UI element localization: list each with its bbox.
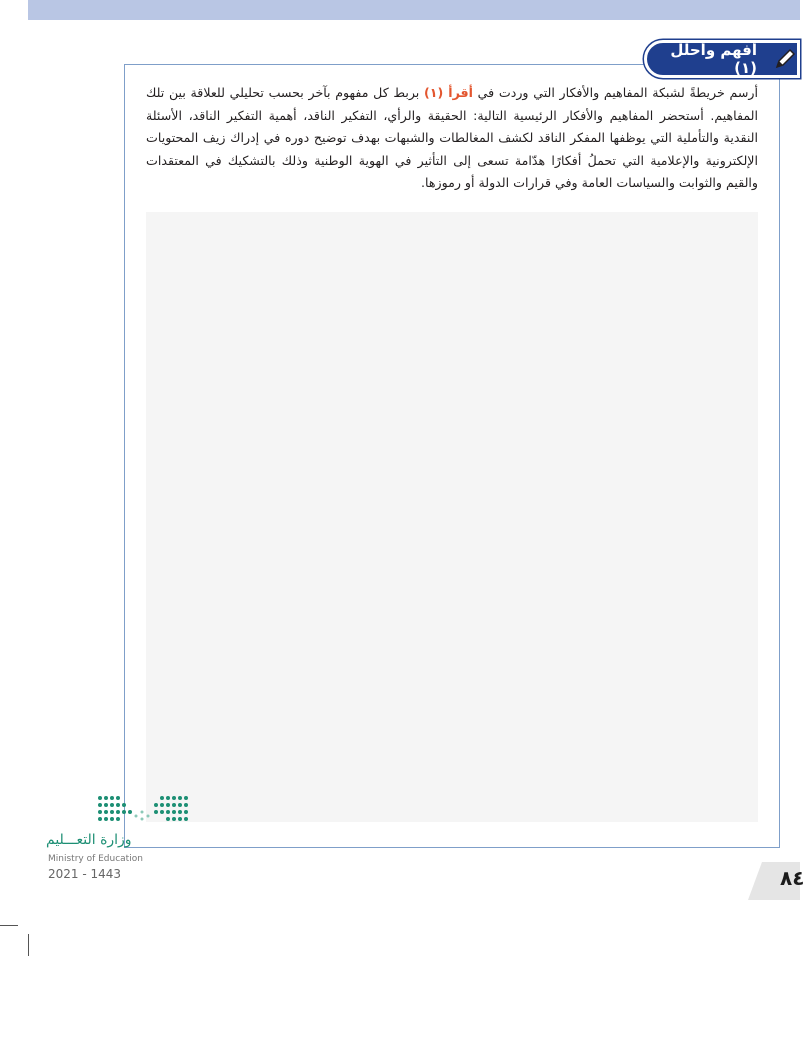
bottom-divider bbox=[0, 925, 18, 926]
ministry-logo bbox=[46, 792, 156, 892]
ministry-name-en: Ministry of Education bbox=[48, 854, 143, 864]
pencil-icon bbox=[773, 47, 797, 71]
ministry-name-ar: وزارة التعـــليم bbox=[46, 832, 132, 848]
bottom-tick bbox=[28, 934, 29, 956]
logo-dots-icon bbox=[96, 792, 196, 826]
activity-header bbox=[644, 40, 800, 78]
instruction-part2: بربط كل مفهوم بآخر بحسب تحليلي للعلاقة بين تلك المفاهيم. أستحضر المفاهيم والأفكار الرئيسية التالية: الحقيقة والرأي، التفكير الناقد، أهمية التفكير الناقد، الأسئلة النقدية والتأملية التي يوظفها المفكر الناقد لكشف المغالطات والشبهات بهدف توضيح دوره في إدراك زيف المحتويات الإلكترونية والإعلامية التي تحملُ أفكارًا هدّامة تسعى إلى التأثير في الهوية الوطنية وذلك بالتشكيك في المعتقدات والقيم والثوابت والسياسات العامة وفي قرارات الدولة أو رموزها. bbox=[146, 85, 758, 191]
activity-instruction bbox=[146, 82, 758, 195]
activity-title: أفهم وأحلل (١) bbox=[670, 41, 757, 77]
answer-area[interactable] bbox=[146, 212, 758, 822]
instruction-part1: أرسم خريطةً لشبكة المفاهيم والأفكار التي وردت في bbox=[473, 85, 758, 100]
page-number: ٨٤ bbox=[780, 866, 804, 890]
edition-year: 2021 - 1443 bbox=[48, 867, 122, 881]
reference-link: أقرأ (١) bbox=[424, 85, 473, 100]
top-banner bbox=[28, 0, 800, 20]
